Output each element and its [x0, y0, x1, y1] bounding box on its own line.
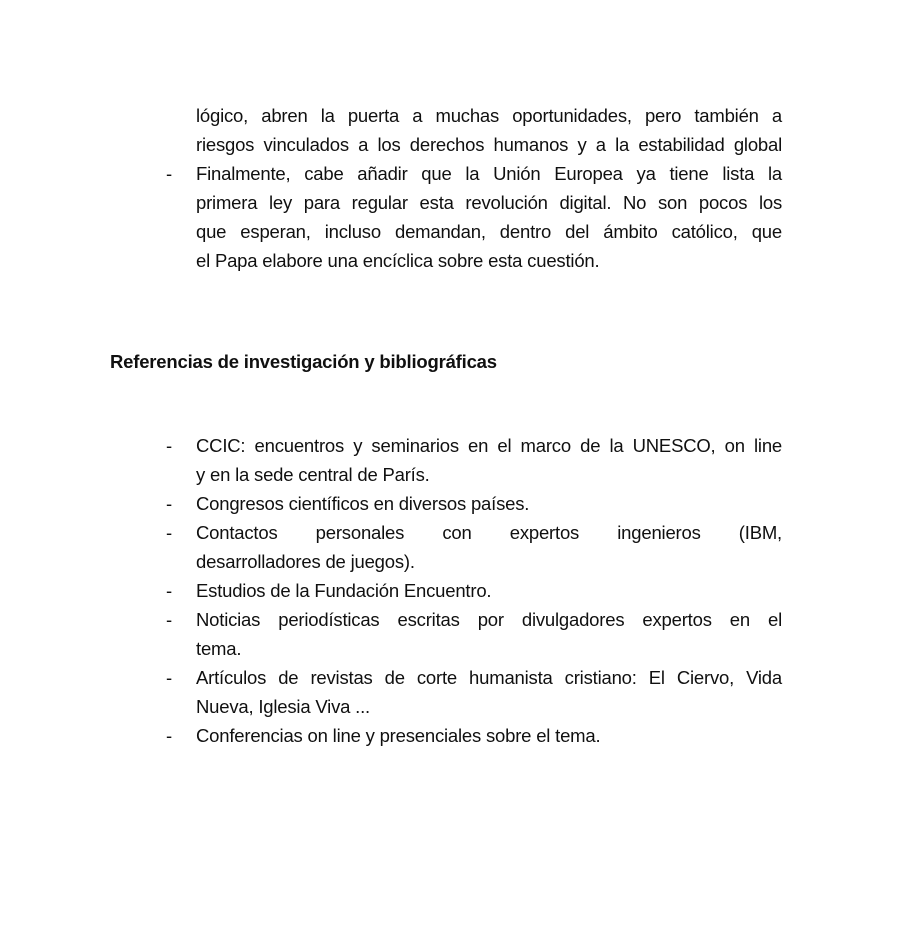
text-line: Contactos personales con expertos ingenieros (IBM,: [196, 522, 782, 543]
bullet-marker: -: [166, 667, 172, 688]
paragraph-continuation: [110, 101, 782, 159]
text-line: riesgos vinculados a los derechos humanos y a la estabilidad global: [196, 134, 782, 155]
text-line: Artículos de revistas de corte humanista cristiano: El Ciervo, Vida: [196, 667, 782, 688]
text-line: tema.: [196, 638, 242, 659]
text-line: Conferencias on line y presenciales sobre el tema.: [196, 725, 601, 746]
bullet-marker: -: [166, 725, 172, 746]
text-line: Congresos científicos en diversos países.: [196, 493, 530, 514]
text-line: CCIC: encuentros y seminarios en el marco de la UNESCO, on line: [196, 435, 782, 456]
bullet-marker: -: [166, 580, 172, 601]
document-body: [110, 101, 782, 750]
list-item-conferencias: [110, 721, 782, 750]
list-item-articulos: [110, 663, 782, 721]
references-list: [110, 431, 782, 750]
bullet-marker: -: [166, 609, 172, 630]
section-heading: Referencias de investigación y bibliográficas: [110, 351, 497, 372]
text-line: Nueva, Iglesia Viva ...: [196, 696, 370, 717]
bullet-marker: -: [166, 163, 172, 184]
bullet-marker: -: [166, 493, 172, 514]
text-line: y en la sede central de París.: [196, 464, 430, 485]
text-line: Estudios de la Fundación Encuentro.: [196, 580, 492, 601]
text-line: primera ley para regular esta revolución digital. No son pocos los: [196, 192, 782, 213]
list-item-noticias: [110, 605, 782, 663]
bullet-item-finalmente: [110, 159, 782, 275]
list-item-contactos: [110, 518, 782, 576]
list-item-estudios: [110, 576, 782, 605]
text-line: desarrolladores de juegos).: [196, 551, 415, 572]
text-line: que esperan, incluso demandan, dentro del ámbito católico, que: [196, 221, 782, 242]
text-line: Noticias periodísticas escritas por divulgadores expertos en el: [196, 609, 782, 630]
list-item-congresos: [110, 489, 782, 518]
bullet-marker: -: [166, 435, 172, 456]
text-line: Finalmente, cabe añadir que la Unión Europea ya tiene lista la: [196, 163, 782, 184]
bullet-marker: -: [166, 522, 172, 543]
list-item-ccic: [110, 431, 782, 489]
text-line: lógico, abren la puerta a muchas oportunidades, pero también a: [196, 105, 782, 126]
text-line: el Papa elabore una encíclica sobre esta cuestión.: [196, 250, 600, 271]
